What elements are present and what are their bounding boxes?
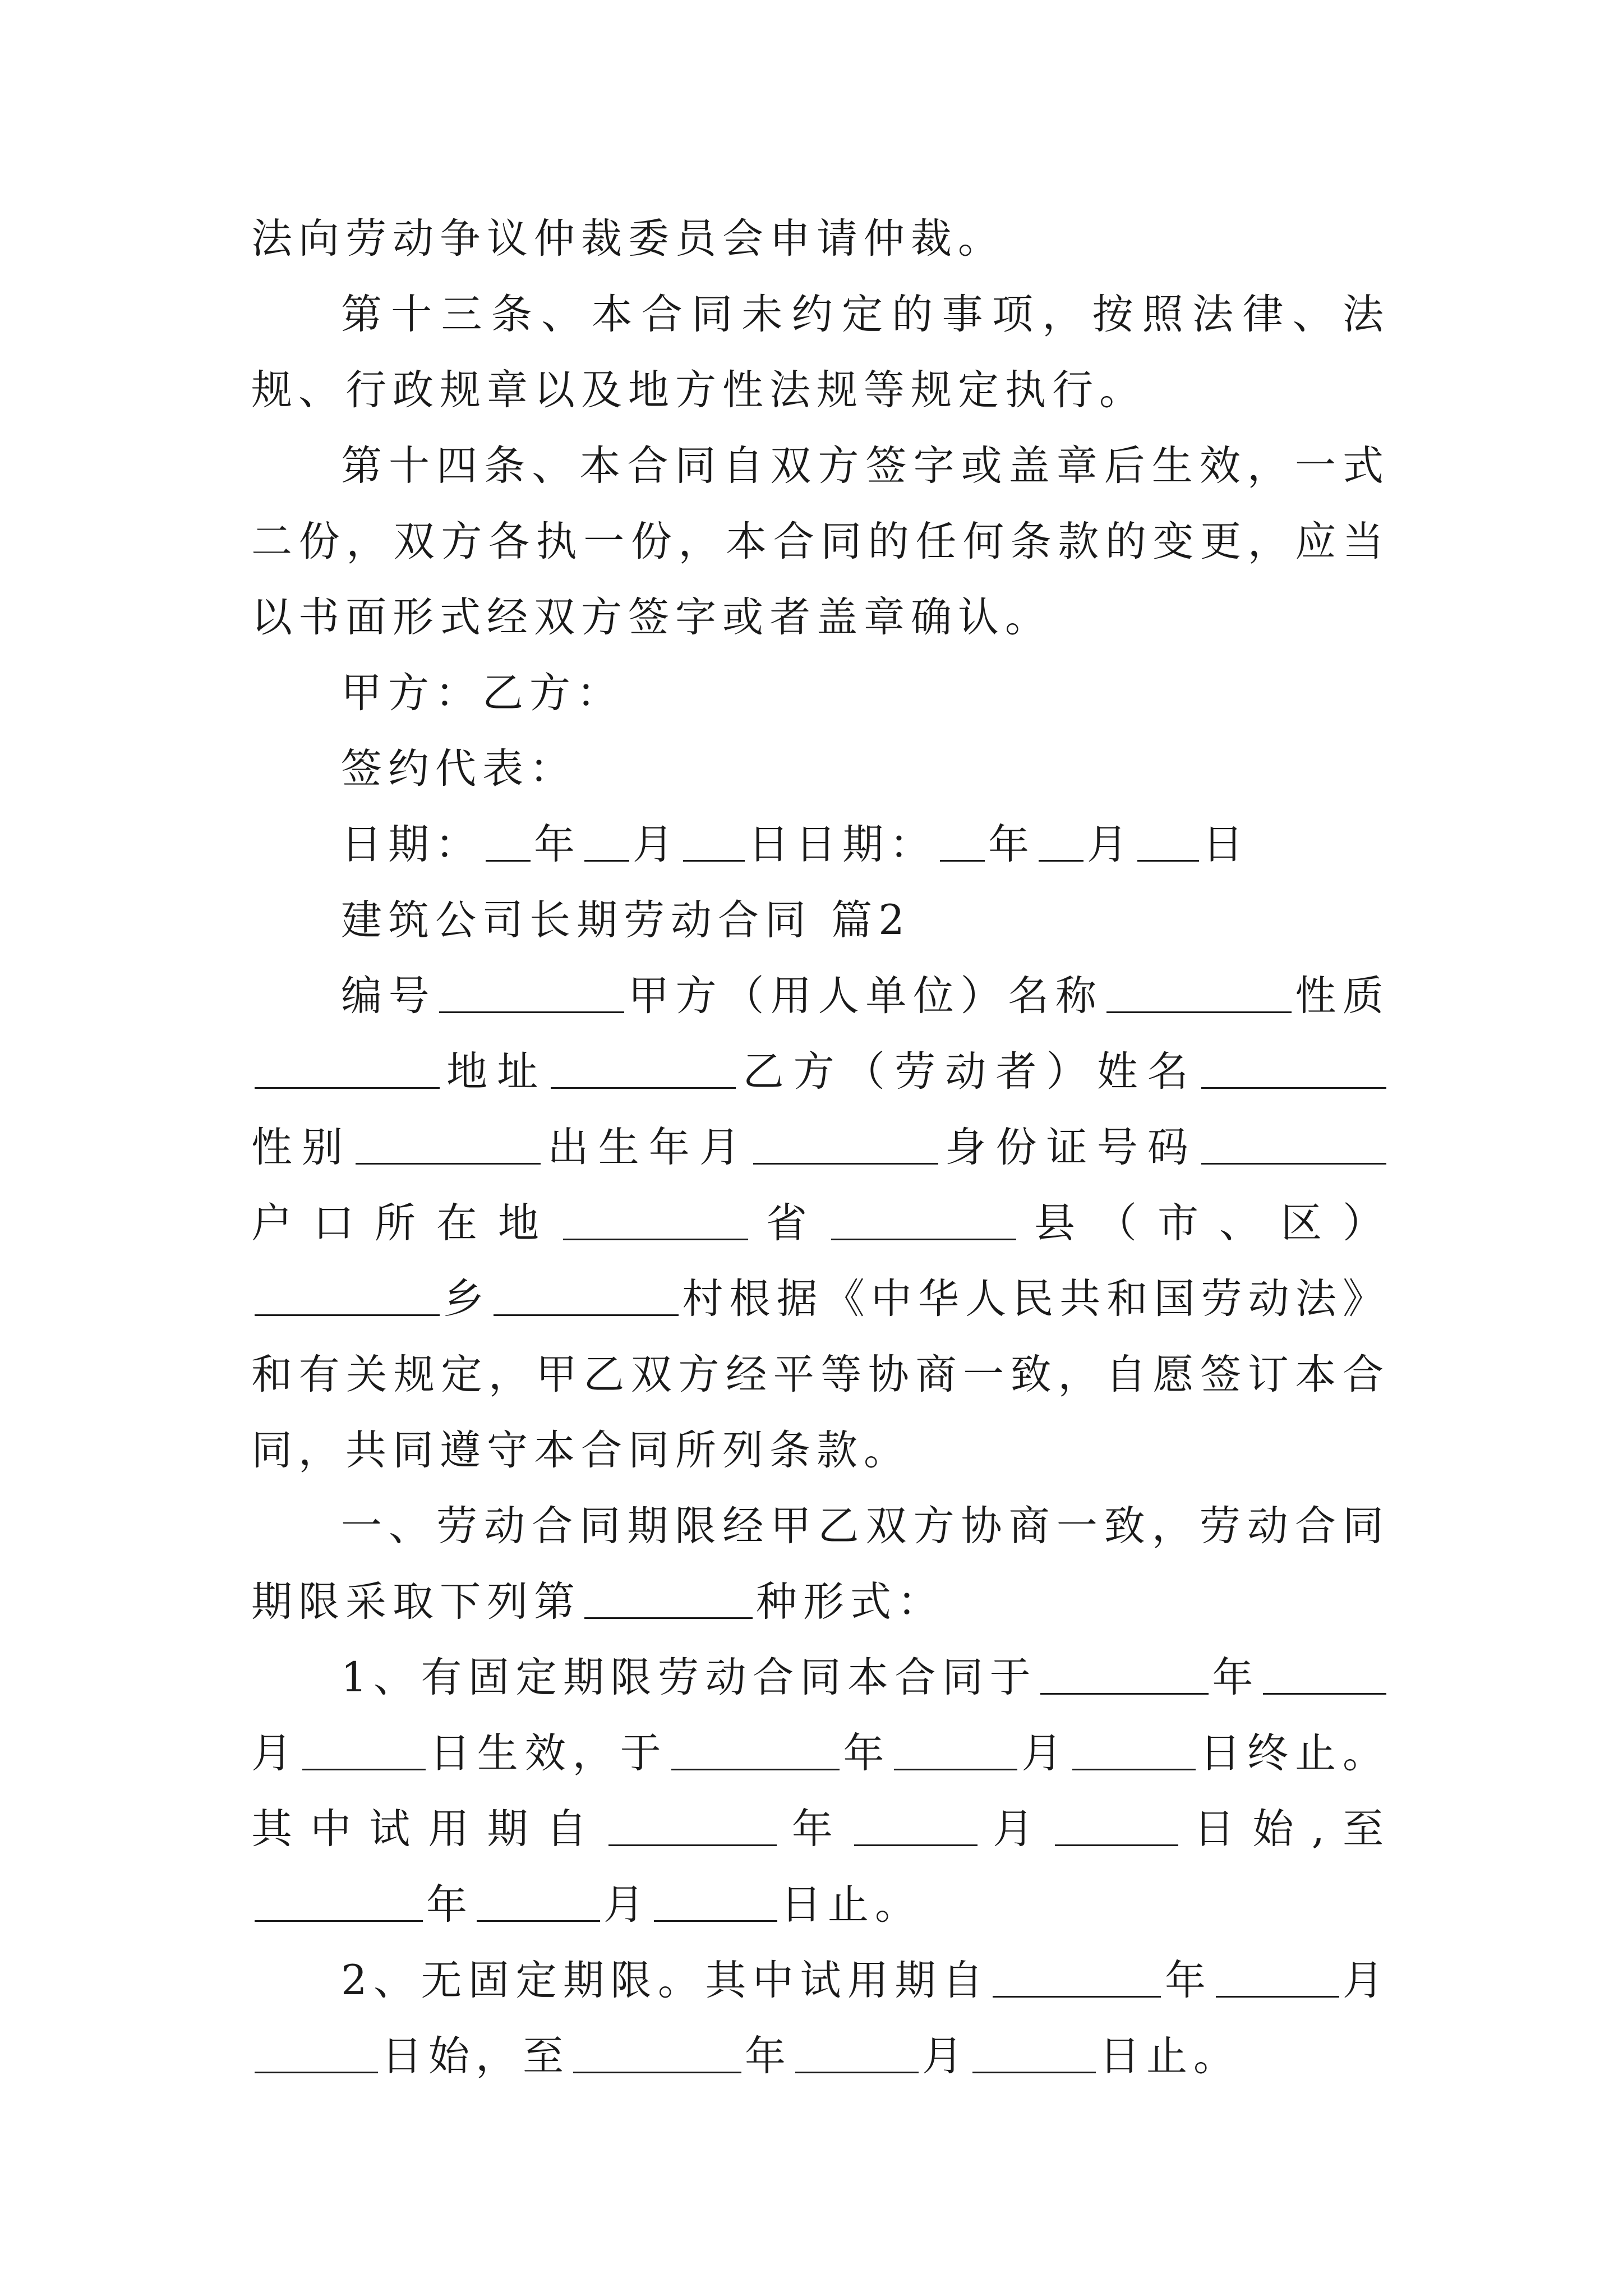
label-township: 乡 — [443, 1275, 491, 1323]
fixed-term-intro: 1、有固定期限劳动合同本合同于 — [341, 1654, 1037, 1701]
blank-trial-start-year — [608, 1801, 777, 1846]
day-date-label: 日日期： — [748, 821, 937, 868]
blank-trial-start-month — [854, 1801, 978, 1846]
label-open-start: 日始，至 — [381, 2032, 570, 2080]
term-intro: 一、劳动合同期限经甲乙双方协商一致，劳动合同期限采取下列第 — [251, 1502, 1390, 1626]
clause-13: 第十三条、本合同未约定的事项，按照法律、法规、行政规章以及地方性法规等规定执行。 — [251, 291, 1390, 414]
blank-day-2 — [1137, 816, 1199, 862]
signing-representative: 签约代表： — [341, 745, 577, 793]
blank-year — [486, 816, 531, 862]
party-signatures: 甲方：乙方： — [341, 669, 624, 717]
day-label-2: 日 — [1202, 821, 1249, 868]
date-label: 日期： — [341, 821, 482, 868]
blank-trial-end-day — [654, 1876, 777, 1922]
label-month: 月 — [251, 1729, 299, 1777]
label-address: 地址 — [443, 1048, 548, 1096]
label-employee-name: 乙方（劳动者）姓名 — [739, 1048, 1198, 1096]
blank-day — [683, 816, 745, 862]
blank-employer-name — [1106, 968, 1292, 1013]
blank-county — [831, 1195, 1016, 1240]
blank-trial-start-day — [1055, 1801, 1178, 1846]
label-nature: 性质 — [1294, 972, 1390, 1020]
blank-end-year — [671, 1725, 840, 1770]
label-province: 省 — [751, 1199, 828, 1247]
document-body — [251, 201, 1390, 2094]
blank-trial-end-month — [477, 1876, 600, 1922]
label-birth: 出生年月 — [544, 1124, 750, 1171]
label-year-5: 年 — [1164, 1957, 1212, 2004]
term-form-label: 种形式： — [756, 1578, 944, 1626]
label-number: 编号 — [341, 972, 436, 1020]
blank-village — [494, 1271, 679, 1316]
blank-open-end-day — [972, 2028, 1096, 2073]
label-county: 县（市、区） — [1020, 1199, 1390, 1247]
contract-preamble: 村根据《中华人民共和国劳动法》和有关规定，甲乙双方经平等协商一致，自愿签订本合同，共同遵守本合同所列条款。 — [251, 1275, 1390, 1474]
label-year-6: 年 — [745, 2032, 792, 2080]
month-label: 月 — [633, 821, 680, 868]
blank-birth — [753, 1119, 938, 1165]
blank-open-start-year — [993, 1952, 1161, 1998]
year-label-2: 年 — [988, 821, 1035, 868]
label-trial-start: 日始,至 — [1182, 1805, 1390, 1853]
contract-parties-info — [251, 958, 1390, 1488]
blank-month-2 — [1039, 816, 1083, 862]
blank-year-2 — [940, 816, 985, 862]
month-label-2: 月 — [1087, 821, 1134, 868]
label-year-2: 年 — [842, 1729, 891, 1777]
label-month-4: 月 — [603, 1881, 651, 1929]
blank-township — [255, 1271, 440, 1316]
blank-open-start-month — [1216, 1952, 1339, 1998]
label-year: 年 — [1212, 1654, 1260, 1701]
label-trial-end: 日止。 — [781, 1881, 922, 1929]
label-year-3: 年 — [780, 1805, 851, 1853]
label-termination: 日终止。其中试用期自 — [251, 1729, 1390, 1853]
blank-form-choice — [584, 1573, 753, 1619]
blank-month — [584, 816, 629, 862]
blank-open-start-day — [255, 2028, 378, 2073]
blank-open-end-year — [573, 2028, 741, 2073]
label-month-5: 月 — [1342, 1957, 1390, 2004]
open-term-intro: 2、无固定期限。其中试用期自 — [341, 1957, 990, 2004]
section-heading: 建筑公司长期劳动合同 篇2 — [341, 896, 911, 944]
blank-employee-name — [1201, 1043, 1386, 1089]
label-month-6: 月 — [922, 2032, 969, 2080]
clause-fixed-term — [251, 1640, 1390, 1943]
label-employer-name: 甲方（用人单位）名称 — [628, 972, 1103, 1020]
label-year-4: 年 — [426, 1881, 473, 1929]
blank-gender — [356, 1119, 541, 1165]
signing-date-line — [251, 807, 1390, 882]
blank-number — [439, 968, 624, 1013]
blank-start-day — [302, 1725, 426, 1770]
blank-province — [563, 1195, 748, 1240]
blank-end-month — [894, 1725, 1017, 1770]
blank-start-year — [1040, 1649, 1209, 1695]
label-open-end: 日止。 — [1099, 2032, 1241, 2080]
blank-address — [551, 1043, 736, 1089]
blank-open-end-month — [795, 2028, 919, 2073]
label-month-3: 月 — [981, 1805, 1052, 1853]
blank-id-number — [1201, 1119, 1386, 1165]
label-residence: 户口所在地 — [251, 1199, 560, 1247]
label-effective: 日生效，于 — [428, 1729, 668, 1777]
blank-trial-end-year — [255, 1876, 423, 1922]
paragraph-arbitration: 法向劳动争议仲裁委员会申请仲裁。 — [251, 215, 1005, 263]
year-label: 年 — [534, 821, 581, 868]
clause-open-term — [251, 1943, 1390, 2094]
clause-contract-term — [251, 1488, 1390, 1640]
label-gender: 性别 — [251, 1124, 353, 1171]
clause-14: 第十四条、本合同自双方签字或盖章后生效，一式二份，双方各执一份，本合同的任何条款的变更，应当以书面形式经双方签字或者盖章确认。 — [251, 442, 1390, 641]
label-month-2: 月 — [1021, 1729, 1069, 1777]
blank-end-day — [1072, 1725, 1196, 1770]
blank-nature — [255, 1043, 440, 1089]
blank-start-month — [1263, 1649, 1386, 1695]
label-id-number: 身份证号码 — [942, 1124, 1198, 1171]
